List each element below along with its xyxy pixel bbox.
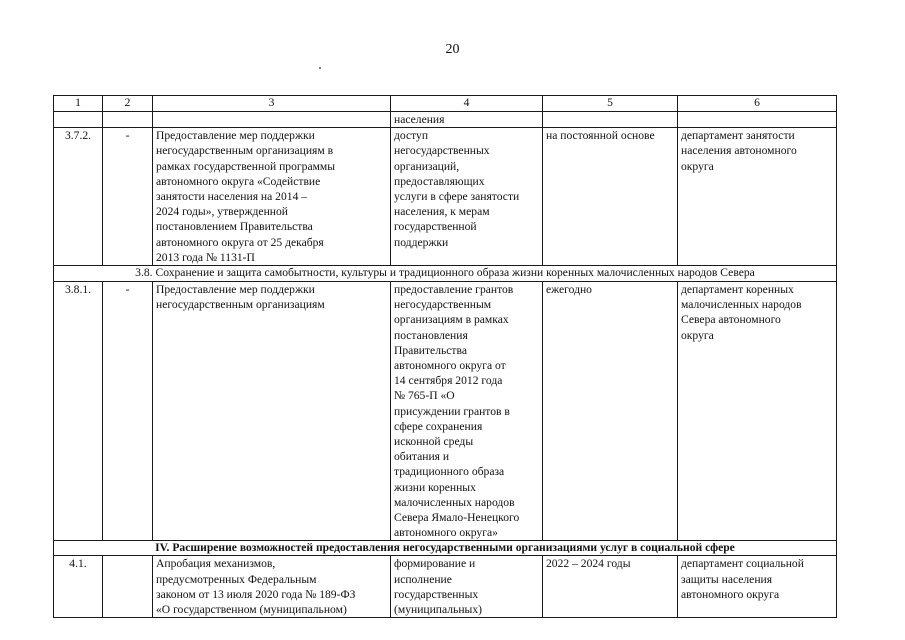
- column-header: 3: [153, 96, 391, 112]
- item-number: 4.1.: [54, 556, 103, 618]
- result-cell: доступ негосударственных организаций, предоставляющих услуги в сфере занятости населения, к мерам государственной поддержки: [391, 128, 543, 266]
- section-heading: 3.8. Сохранение и защита самобытности, культуры и традиционного образа жизни коренных малочисленных народов Севера: [54, 266, 837, 282]
- result-cell: населения: [391, 112, 543, 128]
- table-row: [54, 112, 837, 128]
- result-cell: формирование и исполнение государственных (муниципальных): [391, 556, 543, 618]
- measure-cell: Предоставление мер поддержки негосударственным организациям: [153, 282, 391, 541]
- column-header: 2: [103, 96, 153, 112]
- responsible-cell: департамент занятости населения автономного округа: [678, 128, 837, 266]
- column-header: 5: [543, 96, 678, 112]
- table-row: [54, 282, 837, 541]
- deadline-cell: на постоянной основе: [543, 128, 678, 266]
- table-row: [54, 556, 837, 618]
- scan-speck: [319, 67, 321, 69]
- indicator-cell: -: [103, 282, 153, 541]
- section-row: [54, 541, 837, 556]
- measure-cell: Апробация механизмов, предусмотренных Федеральным законом от 13 июля 2020 года № 189-ФЗ «О государственном (муниципальном): [153, 556, 391, 618]
- page-number: 20: [445, 42, 460, 57]
- column-header: 1: [54, 96, 103, 112]
- deadline-cell: 2022 – 2024 годы: [543, 556, 678, 618]
- indicator-cell: [103, 556, 153, 618]
- responsible-cell: департамент социальной защиты населения автономного округа: [678, 556, 837, 618]
- measure-cell: Предоставление мер поддержки негосударственным организациям в рамках государственной программы автономного округа «Содействие занятости населения на 2014 – 2024 годы», утвержденной постановлением Правительства автономного округа от 25 декабря 2013 года № 1131-П: [153, 128, 391, 266]
- section-heading: IV. Расширение возможностей предоставления негосударственными организациями услуг в социальной сфере: [54, 541, 837, 556]
- indicator-cell: -: [103, 128, 153, 266]
- plan-table: [53, 95, 837, 618]
- section-row: [54, 266, 837, 282]
- column-header: 6: [678, 96, 837, 112]
- table-header-row: [54, 96, 837, 112]
- table-row: [54, 128, 837, 266]
- result-cell: предоставление грантов негосударственным организациям в рамках постановления Правительства автономного округа от 14 сентября 2012 года № 765-П «О присуждении грантов в сфере сохранения исконной среды обитания и традиционного образа жизни коренных малочисленных народов Севера Ямало-Ненецкого автономного округа»: [391, 282, 543, 541]
- deadline-cell: ежегодно: [543, 282, 678, 541]
- responsible-cell: департамент коренных малочисленных народов Севера автономного округа: [678, 282, 837, 541]
- item-number: 3.7.2.: [54, 128, 103, 266]
- column-header: 4: [391, 96, 543, 112]
- item-number: 3.8.1.: [54, 282, 103, 541]
